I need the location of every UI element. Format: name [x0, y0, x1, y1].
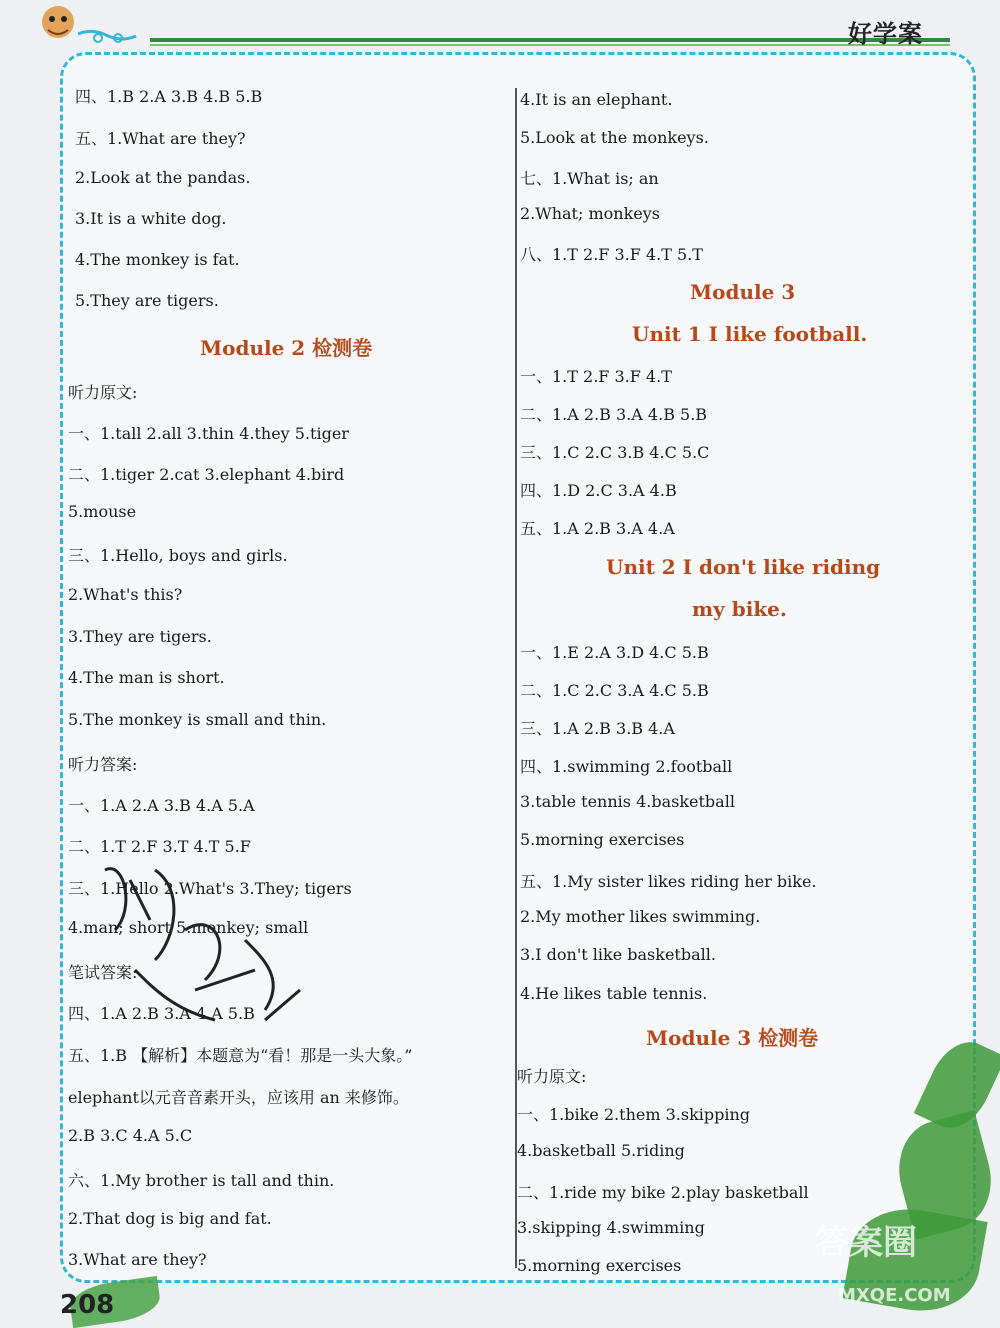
answer-line: 二、1.tiger 2.cat 3.elephant 4.bird	[68, 465, 345, 484]
answer-line: 4.man; short 5.monkey; small	[68, 918, 309, 937]
answer-line: 三、1.Hello, boys and girls.	[68, 546, 288, 565]
answer-line: 五、1.What are they?	[75, 129, 246, 148]
section-heading: Module 3 检测卷	[646, 1026, 819, 1050]
answer-line: 二、1.ride my bike 2.play basketball	[517, 1183, 809, 1202]
answer-line: 一、1.bike 2.them 3.skipping	[517, 1105, 751, 1124]
answer-line: 4.The man is short.	[68, 668, 225, 687]
answer-line: 一、1.A 2.A 3.B 4.A 5.A	[68, 796, 255, 815]
answer-line: 二、1.T 2.F 3.T 4.T 5.F	[68, 837, 251, 856]
answer-line: 2.What; monkeys	[520, 204, 660, 223]
answer-line: 2.That dog is big and fat.	[68, 1209, 272, 1228]
answer-line: 3.What are they?	[68, 1250, 207, 1269]
answer-line: 2.What's this?	[68, 585, 183, 604]
answer-line: elephant以元音音素开头，应该用 an 来修饰。	[68, 1088, 409, 1107]
answer-line: 五、1.A 2.B 3.A 4.A	[520, 519, 675, 538]
section-heading: Module 2 检测卷	[200, 336, 373, 360]
answer-line: 5.They are tigers.	[75, 291, 219, 310]
answer-line: 一、1.E 2.A 3.D 4.C 5.B	[520, 643, 709, 662]
answer-line: 三、1.A 2.B 3.B 4.A	[520, 719, 675, 738]
answer-line: 一、1.tall 2.all 3.thin 4.they 5.tiger	[68, 424, 349, 443]
answer-line: 4.He likes table tennis.	[520, 984, 708, 1003]
answer-line: 笔试答案:	[68, 963, 138, 982]
answer-line: 3.They are tigers.	[68, 627, 212, 646]
answer-line: 3.It is a white dog.	[75, 209, 227, 228]
answer-line: 5.morning exercises	[517, 1256, 682, 1275]
answer-line: 3.I don't like basketball.	[520, 945, 716, 964]
page-number: 208	[60, 1290, 115, 1320]
answer-line: 四、1.D 2.C 3.A 4.B	[520, 481, 677, 500]
answer-line: 2.My mother likes swimming.	[520, 907, 761, 926]
column-divider	[515, 88, 517, 1268]
answer-line: 五、1.My sister likes riding her bike.	[520, 872, 817, 891]
brand-title: 好学案	[848, 20, 923, 48]
answer-line: 听力原文:	[68, 383, 138, 402]
answer-line: 五、1.B 【解析】本题意为“看！那是一头大象。”	[68, 1046, 413, 1065]
answer-line: 5.mouse	[68, 502, 137, 521]
answer-line: 二、1.A 2.B 3.A 4.B 5.B	[520, 405, 708, 424]
answer-line: 一、1.T 2.F 3.F 4.T	[520, 367, 672, 386]
answer-line: 4.basketball 5.riding	[517, 1141, 685, 1160]
answer-line: 二、1.C 2.C 3.A 4.C 5.B	[520, 681, 709, 700]
answer-line: 八、1.T 2.F 3.F 4.T 5.T	[520, 245, 703, 264]
answer-line: 四、1.B 2.A 3.B 4.B 5.B	[75, 87, 263, 106]
answer-line: 听力答案:	[68, 755, 138, 774]
answer-line: 5.morning exercises	[520, 830, 685, 849]
unit-heading: my bike.	[692, 597, 787, 621]
answer-line: 七、1.What is; an	[520, 169, 659, 188]
answer-line: 2.B 3.C 4.A 5.C	[68, 1126, 193, 1145]
handwritten-stamp-icon	[95, 850, 315, 1050]
answer-line: 2.Look at the pandas.	[75, 168, 251, 187]
page-header	[0, 0, 1000, 50]
watermark-url: MXQE.COM	[838, 1285, 951, 1306]
answer-line: 4.It is an elephant.	[520, 90, 673, 109]
answer-line: 四、1.A 2.B 3.A 4.A 5.B	[68, 1004, 255, 1023]
answer-line: 三、1.Hello 2.What's 3.They; tigers	[68, 879, 352, 898]
watermark-logo: 答案圈	[815, 1223, 917, 1263]
answer-line: 5.Look at the monkeys.	[520, 128, 709, 147]
module-heading: Module 3	[690, 280, 796, 304]
answer-line: 三、1.C 2.C 3.B 4.C 5.C	[520, 443, 710, 462]
answer-line: 5.The monkey is small and thin.	[68, 710, 327, 729]
answer-line: 3.table tennis 4.basketball	[520, 792, 735, 811]
answer-line: 听力原文:	[517, 1067, 587, 1086]
answer-line: 六、1.My brother is tall and thin.	[68, 1171, 335, 1190]
mascot-logo-icon	[18, 0, 138, 46]
answer-line: 4.The monkey is fat.	[75, 250, 240, 269]
header-rule-thin	[150, 44, 950, 46]
unit-heading: Unit 2 I don't like riding	[606, 555, 881, 579]
answer-line: 3.skipping 4.swimming	[517, 1218, 705, 1237]
header-rule	[150, 38, 950, 42]
answer-line: 四、1.swimming 2.football	[520, 757, 733, 776]
unit-heading: Unit 1 I like football.	[632, 322, 868, 346]
